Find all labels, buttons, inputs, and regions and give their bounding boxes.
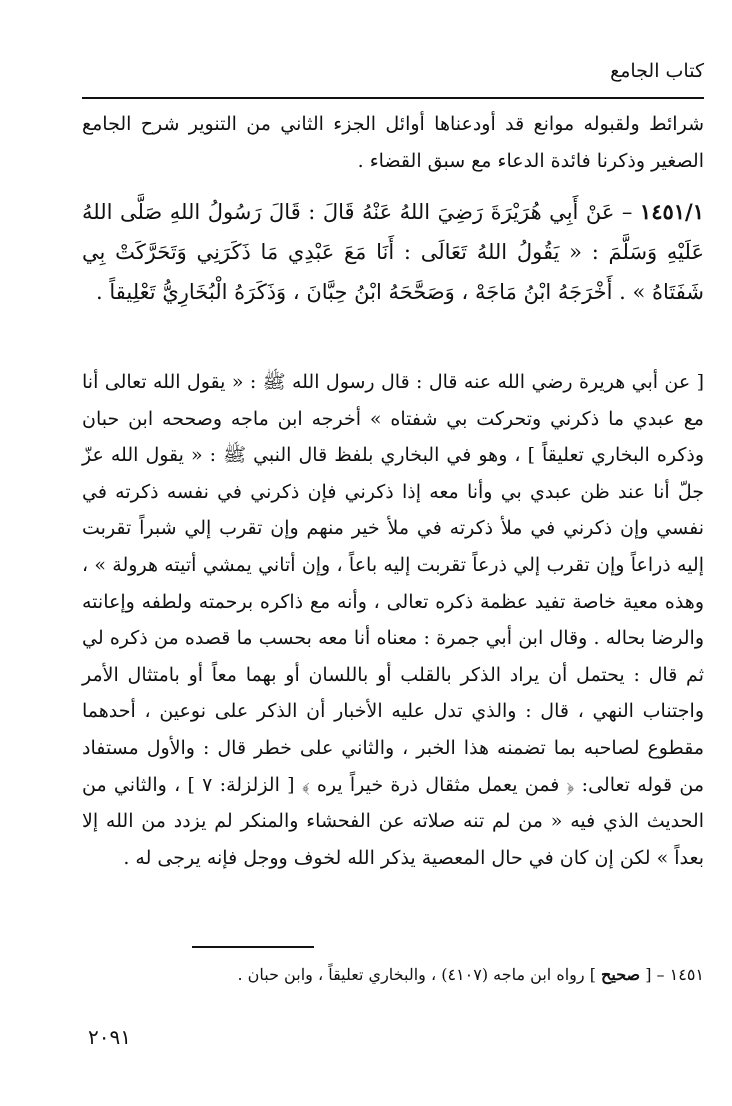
hadith-number: ١٤٥١/١: [639, 199, 704, 224]
page-number: ٢٠٩١: [88, 1025, 131, 1049]
header-rule: [82, 97, 704, 99]
footnote-rule: [192, 946, 314, 948]
hadith-text: – عَنْ أَبِي هُرَيْرَةَ رَضِيَ اللهُ عَنْهُ قَالَ : قَالَ رَسُولُ اللهِ صَلَّى اللهُ عَلَيْهِ وَسَلَّمَ : « يَقُولُ اللهُ تَعَالَى : أَنَا مَعَ عَبْدِي مَا ذَكَرَنِي وَتَحَرَّكَتْ بِي شَفَتَاهُ » . أَخْرَجَهُ ابْنُ مَاجَهْ ، وَصَحَّحَهُ ابْنُ حِبَّانَ ، وَذَكَرَهُ الْبُخَارِيُّ تَعْلِيقاً .: [82, 200, 704, 304]
footnote-prefix: ١٤٥١ – [: [645, 965, 704, 984]
footnote-rest: ] رواه ابن ماجه (٤١٠٧) ، والبخاري تعليقاً ، وابن حبان .: [237, 965, 596, 984]
commentary-paragraph: [ عن أبي هريرة رضي الله عنه قال : قال رسول الله ﷺ : « يقول الله تعالى أنا مع عبدي ما ذكرني وتحركت بي شفتاه » أخرجه ابن ماجه وصححه ابن حبان وذكره البخاري تعليقاً ] ، وهو في البخاري بلفظ قال النبي ﷺ : « يقول الله عزّ جلّ أنا عند ظن عبدي بي وأنا معه إذا ذكرني فإن ذكرني في نفسه ذكرته في نفسي وإن ذكرني في ملأ ذكرته في ملأ خير منهم وإن تقرب إلي شبراً تقربت إليه ذراعاً وإن تقرب إلي ذرعاً تقربت إليه باعاً ، وإن أتاني يمشي أتيته هرولة » ، وهذه معية خاصة تفيد عظمة ذكره تعالى ، وأنه مع ذاكره برحمته ولطفه وإعانته والرضا بحاله . وقال ابن أبي جمرة : معناه أنا معه بحسب ما قصده من ذكره لي ثم قال : يحتمل أن يراد الذكر بالقلب أو باللسان أو بهما معاً أو بامتثال الأمر واجتناب النهي ، قال : والذي تدل عليه الأخبار أن الذكر على نوعين ، أحدهما مقطوع لصاحبه بما تضمنه هذا الخبر ، والثاني على خطر قال : والأول مستفاد من قوله تعالى: ﴿ فمن يعمل مثقال ذرة خيراً يره ﴾ [ الزلزلة: ٧ ] ، والثاني من الحديث الذي فيه « من لم تنه صلاته عن الفحشاء والمنكر لم يزدد من الله إلا بعداً » لكن إن كان في حال المعصية يذكر الله لخوف ووجل فإنه يرجى له .: [82, 371, 704, 869]
running-head: كتاب الجامع: [610, 60, 704, 82]
intro-paragraph: شرائط ولقبوله موانع قد أودعناها أوائل الجزء الثاني من التنوير شرح الجامع الصغير وذكرنا فائدة الدعاء مع سبق القضاء .: [82, 113, 704, 172]
hadith-paragraph: [82, 192, 704, 312]
footnote: [82, 962, 704, 988]
book-page: [82, 0, 704, 1106]
footnote-grade: صحيح: [601, 965, 641, 984]
